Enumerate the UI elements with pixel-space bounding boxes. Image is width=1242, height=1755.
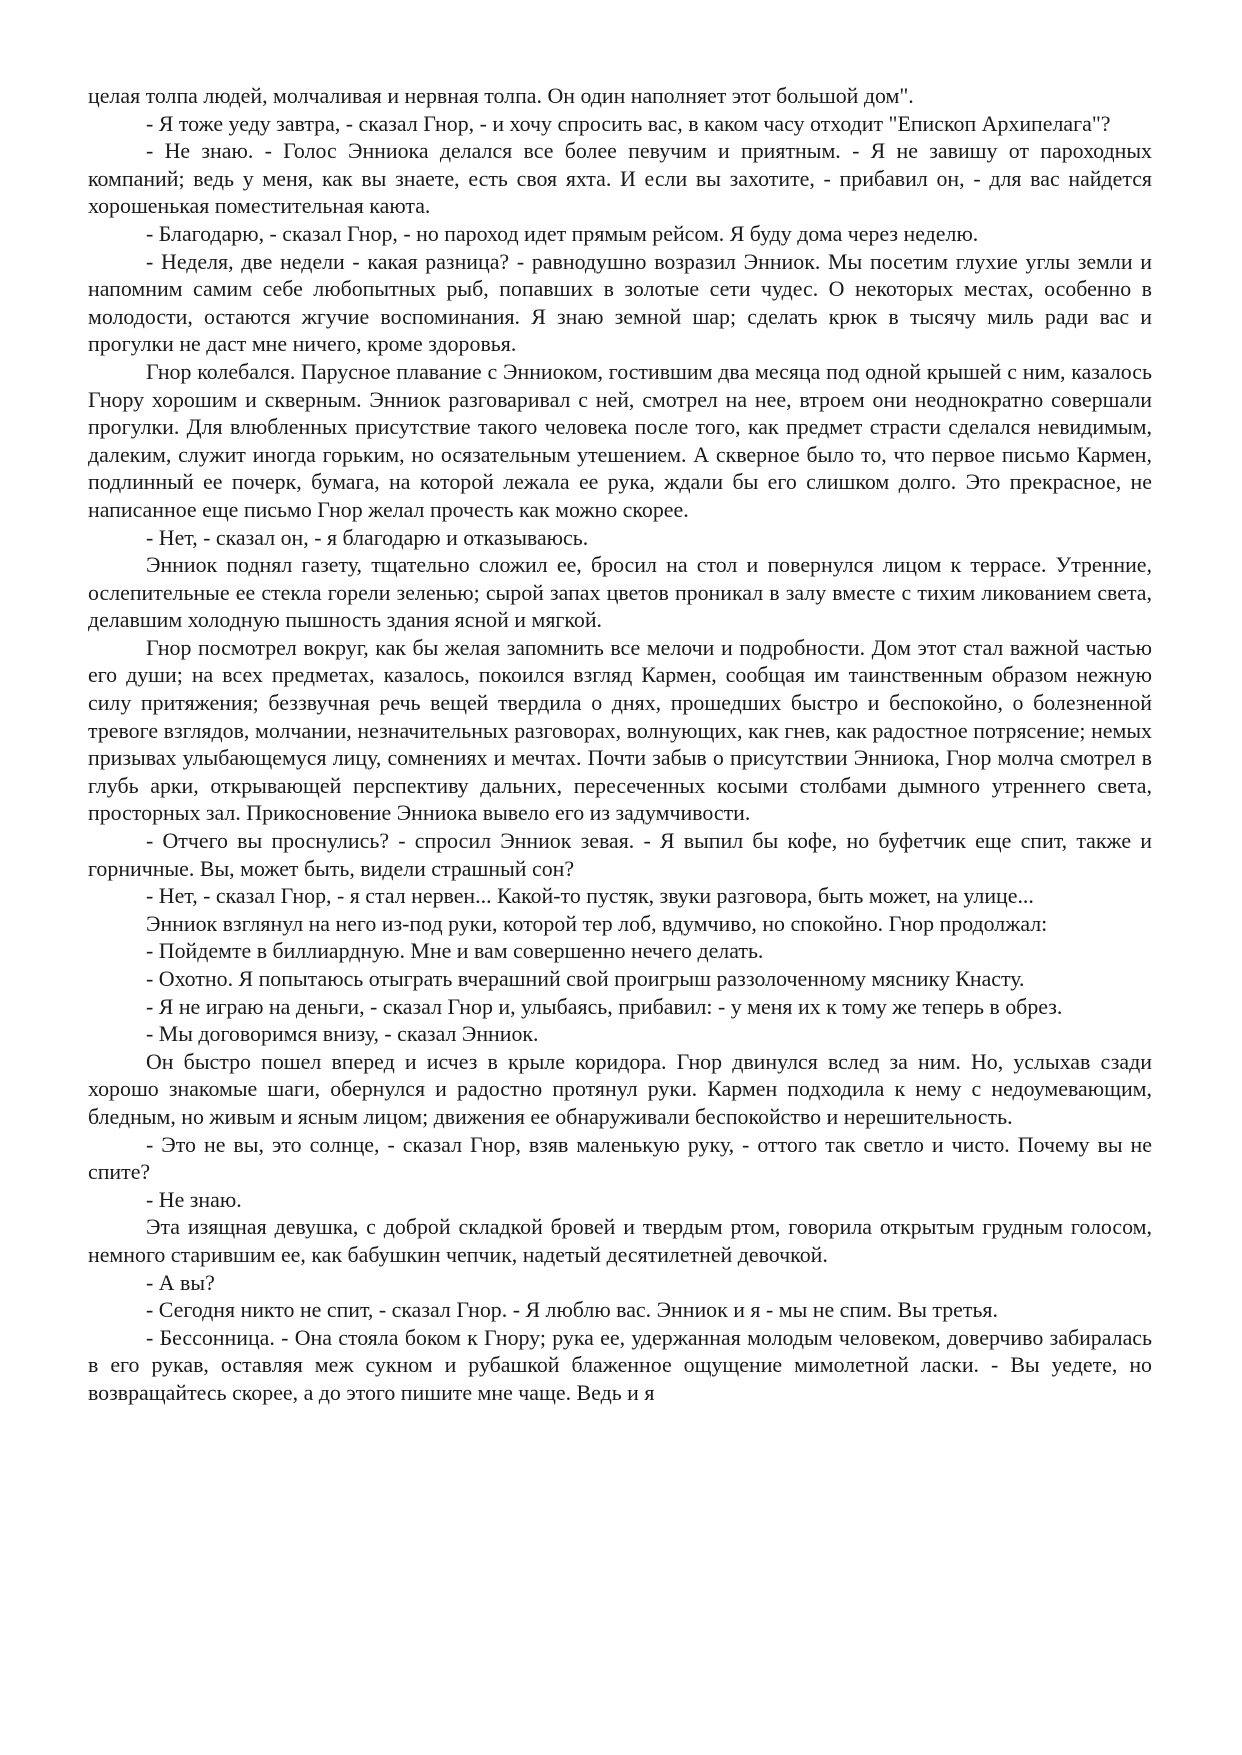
paragraph: - Я тоже уеду завтра, - сказал Гнор, - и хочу спросить вас, в каком часу отходит "Епископ Архипелага"? <box>146 110 1111 136</box>
paragraph: - Это не вы, это солнце, - сказал Гнор, взяв маленькую руку, - оттого так светло и чисто. Почему вы не спите? <box>88 1131 1152 1185</box>
paragraph: - Сегодня никто не спит, - сказал Гнор. - Я люблю вас. Энниок и я - мы не спим. Вы третья. <box>146 1297 998 1323</box>
paragraph: - Нет, - сказал он, - я благодарю и отказываюсь. <box>146 524 589 550</box>
paragraph: - Пойдемте в биллиардную. Мне и вам совершенно нечего делать. <box>146 938 764 964</box>
paragraph: Энниок поднял газету, тщательно сложил ее, бросил на стол и повернулся лицом к террасе. Утренние, ослепительные ее стекла горели зеленью; сырой запах цветов проникал в залу вместе с тихим ликованием света, делавшим холодную пышность здания ясной и мягкой. <box>88 552 1152 633</box>
paragraph: - Я не играю на деньги, - сказал Гнор и, улыбаясь, прибавил: - у меня их к тому же теперь в обрез. <box>146 993 1063 1019</box>
paragraph: - Нет, - сказал Гнор, - я стал нервен... Какой-то пустяк, звуки разговора, быть может, на улице... <box>146 883 1034 909</box>
paragraph: - Мы договоримся внизу, - сказал Энниок. <box>146 1021 539 1047</box>
paragraph: - Неделя, две недели - какая разница? - равнодушно возразил Энниок. Мы посетим глухие углы земли и напомним самим себе любопытных рыб, попавших в золотые сети чудес. О некоторых местах, особенно в молодости, остаются жгучие воспоминания. Я знаю земной шар; сделать крюк в тысячу миль ради вас и прогулки не даст мне ничего, кроме здоровья. <box>88 248 1152 357</box>
paragraph: - А вы? <box>146 1269 215 1295</box>
document-page <box>88 82 1152 1407</box>
paragraph: - Не знаю. - Голос Энниока делался все более певучим и приятным. - Я не завишу от пароходных компаний; ведь у меня, как вы знаете, есть своя яхта. И если вы захотите, - прибавил он, - для вас найдется хорошенькая поместительная каюта. <box>88 138 1152 219</box>
paragraph: - Благодарю, - сказал Гнор, - но пароход идет прямым рейсом. Я буду дома через неделю. <box>146 220 979 246</box>
paragraph: - Охотно. Я попытаюсь отыграть вчерашний свой проигрыш раззолоченному мяснику Кнасту. <box>146 966 1025 991</box>
paragraph: Эта изящная девушка, с доброй складкой бровей и твердым ртом, говорила открытым грудным голосом, немного старившим ее, как бабушкин чепчик, надетый десятилетней девочкой. <box>88 1214 1152 1267</box>
paragraph: - Отчего вы проснулись? - спросил Энниок зевая. - Я выпил бы кофе, но буфетчик еще спит, также и горничные. Вы, может быть, видели страшный сон? <box>88 828 1152 881</box>
paragraph: Энниок взглянул на него из-под руки, которой тер лоб, вдумчиво, но спокойно. Гнор продолжал: <box>146 910 1048 936</box>
paragraph: Он быстро пошел вперед и исчез в крыле коридора. Гнор двинулся вслед за ним. Но, услыхав сзади хорошо знакомые шаги, обернулся и радостно протянул руки. Кармен подходила к нему с недоумевающим, бледным, но живым и ясным лицом; движения ее обнаруживали беспокойство и нерешительность. <box>88 1048 1152 1129</box>
paragraph: Гнор посмотрел вокруг, как бы желая запомнить все мелочи и подробности. Дом этот стал важной частью его души; на всех предметах, казалось, покоился взгляд Кармен, сообщая им таинственным образом нежную силу притяжения; беззвучная речь вещей твердила о днях, прошедших быстро и беспокойно, о болезненной тревоге взглядов, молчании, незначительных разговорах, волнующих, как гнев, как радостное потрясение; немых призывах улыбающемуся лицу, сомнениях и мечтах. Почти забыв о присутствии Энниока, Гнор молча смотрел в глубь арки, открывающей перспективу дальних, пересеченных косыми столбами дымного утреннего света, просторных зал. Прикосновение Энниока вывело его из задумчивости. <box>88 634 1152 826</box>
paragraph: целая толпа людей, молчаливая и нервная толпа. Он один наполняет этот большой дом". <box>88 83 914 108</box>
paragraph: - Не знаю. <box>146 1186 242 1212</box>
paragraph: Гнор колебался. Парусное плавание с Энниоком, гостившим два месяца под одной крышей с ним, казалось Гнору хорошим и скверным. Энниок разговаривал с ней, смотрел на нее, втроем они неоднократно совершали прогулки. Для влюбленных присутствие такого человека после того, как предмет страсти сделался невидимым, далеким, служит иногда горьким, но осязательным утешением. А скверное было то, что первое письмо Кармен, подлинный ее почерк, бумага, на которой лежала ее рука, ждали бы его слишком долго. Это прекрасное, не написанное еще письмо Гнор желал прочесть как можно скорее. <box>88 358 1152 522</box>
paragraph: - Бессонница. - Она стояла боком к Гнору; рука ее, удержанная молодым человеком, доверчиво забиралась в его рукав, оставляя меж сукном и рубашкой блаженное ощущение мимолетной ласки. - Вы уедете, но возвращайтесь скорее, а до этого пишите мне чаще. Ведь и я <box>88 1324 1152 1405</box>
